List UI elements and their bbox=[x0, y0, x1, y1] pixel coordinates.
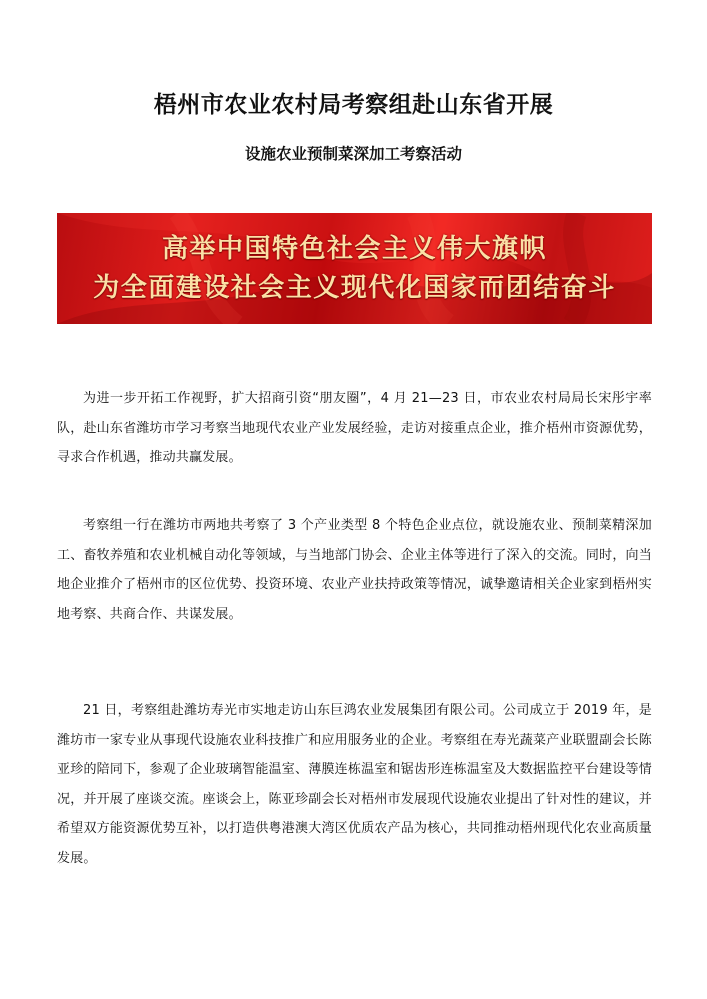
body-paragraph-3: 21 日，考察组赴潍坊寿光市实地走访山东巨鸿农业发展集团有限公司。公司成立于 2019 年，是潍坊市一家专业从事现代设施农业科技推广和应用服务业的企业。考察组在寿光蔬菜产业联盟副会长陈亚珍的陪同下，参观了企业玻璃智能温室、薄膜连栋温室和锯齿形连栋温室及大数据监控平台建设等情况，并开展了座谈交流。座谈会上，陈亚珍副会长对梧州市发展现代设施农业提出了针对性的建议，并希望双方能资源优势互补，以打造供粤港澳大湾区优质农产品为核心，共同推动梧州现代化农业高质量发展。 bbox=[57, 703, 652, 866]
body-paragraph-2: 考察组一行在潍坊市两地共考察了 3 个产业类型 8 个特色企业点位，就设施农业、预制菜精深加工、畜牧养殖和农业机械自动化等领域，与当地部门协会、企业主体等进行了深入的交流。同时，向当地企业推介了梧州市的区位优势、投资环境、农业产业扶持政策等情况，诚挚邀请相关企业家到梧州实地考察、共商合作、共谋发展。 bbox=[57, 518, 652, 622]
body-paragraph-1: 为进一步开拓工作视野，扩大招商引资“朋友圈”，4 月 21—23 日，市农业农村局局长宋彤宇率队，赴山东省潍坊市学习考察当地现代农业产业发展经验，走访对接重点企业，推介梧州市资源优势，寻求合作机遇，推动共赢发展。 bbox=[57, 391, 652, 465]
banner-slogan-line-2: 为全面建设社会主义现代化国家而团结奋斗 bbox=[93, 273, 616, 303]
banner-slogan-line-1: 高举中国特色社会主义伟大旗帜 bbox=[161, 234, 547, 264]
document-title: 梧州市农业农村局考察组赴山东省开展 bbox=[153, 92, 554, 118]
document-subtitle: 设施农业预制菜深加工考察活动 bbox=[244, 145, 462, 163]
banner-flag-folds bbox=[57, 213, 652, 324]
slogan-banner bbox=[57, 213, 652, 324]
